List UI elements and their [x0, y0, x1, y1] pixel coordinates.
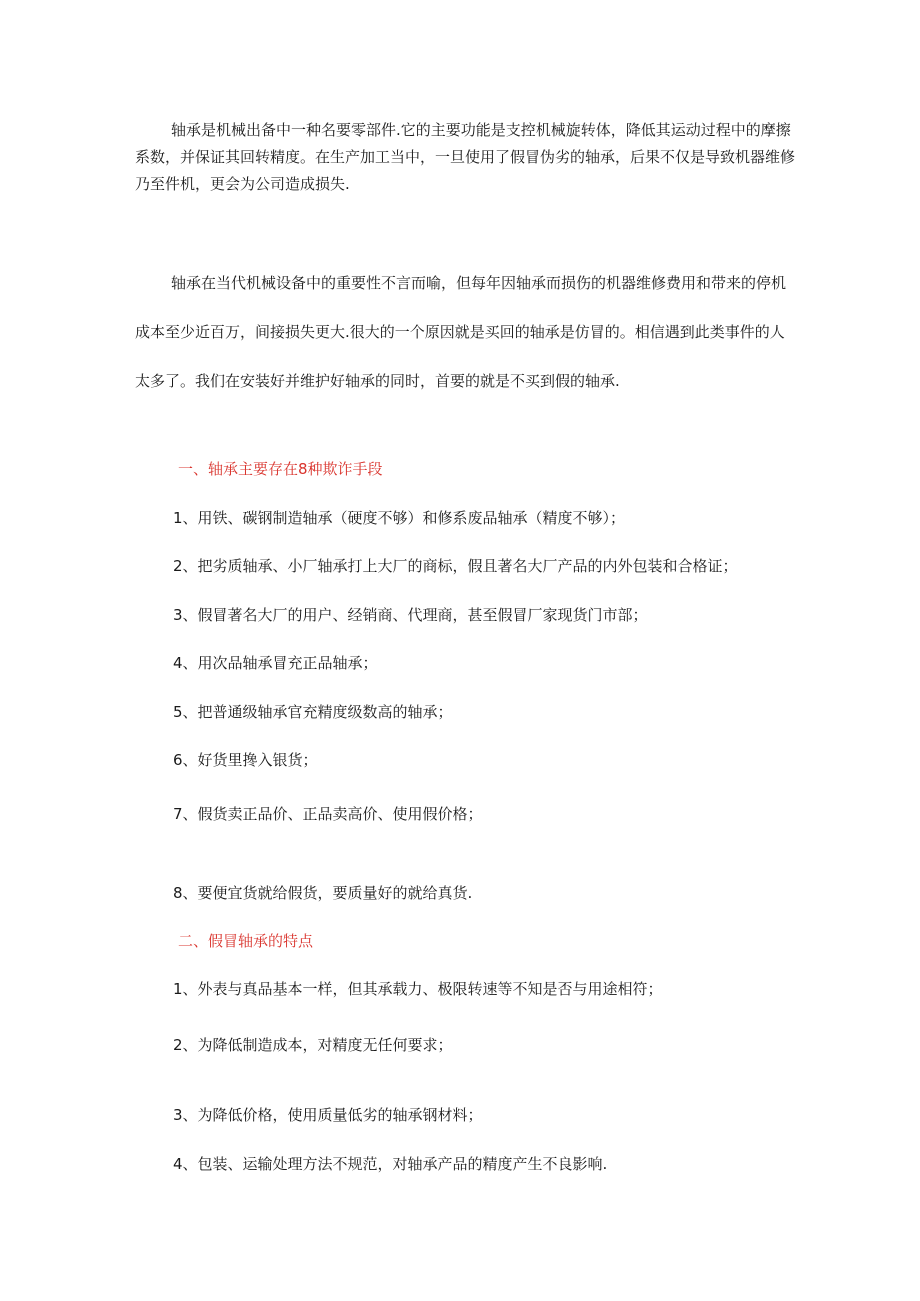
list-item: 6、好货里搀入银货；	[173, 751, 318, 769]
section-heading-fake-features: 二、假冒轴承的特点	[178, 932, 314, 950]
list-item: 3、假冒著名大厂的用户、经销商、代理商，甚至假冒厂家现货门市部；	[173, 606, 648, 624]
section-heading-fraud-methods: 一、轴承主要存在8种欺诈手段	[178, 460, 383, 478]
list-item: 4、用次品轴承冒充正品轴承；	[173, 654, 378, 672]
importance-paragraph: 轴承在当代机械设备中的重要性不言而喻，但每年因轴承而损伤的机器维修费用和带来的停机成本至少近百万，间接损失更大.很大的一个原因就是买回的轴承是仿冒的。相信遇到此类事件的人太多了。我们在安装好并维护好轴承的同时，首要的就是不买到假的轴承.	[135, 274, 787, 390]
list-item: 1、用铁、碳钢制造轴承（硬度不够）和修系废品轴承（精度不够）；	[173, 509, 626, 527]
list-item: 5、把普通级轴承官充精度级数高的轴承；	[173, 703, 453, 721]
list-item: 7、假货卖正品价、正品卖高价、使用假价格；	[173, 805, 483, 823]
list-item: 1、外表与真品基本一样，但其承载力、极限转速等不知是否与用途相符；	[173, 980, 663, 998]
list-item: 3、为降低价格，使用质量低劣的轴承钢材料；	[173, 1106, 483, 1124]
list-item: 2、把劣质轴承、小厂轴承打上大厂的商标，假且著名大厂产品的内外包装和合格证；	[173, 557, 738, 575]
list-item: 8、要便宜货就给假货，要质量好的就给真货.	[173, 884, 473, 902]
intro-paragraph: 轴承是机械出备中一种名要零部件.它的主要功能是支控机械旋转体，降低其运动过程中的摩擦系数，并保证其回转精度。在生产加工当中，一旦使用了假冒伪劣的轴承，后果不仅是导致机器维修乃至件机，更会为公司造成损失.	[135, 121, 796, 193]
list-item: 2、为降低制造成本，对精度无任何要求；	[173, 1036, 453, 1054]
list-item: 4、包装、运输处理方法不规范，对轴承产品的精度产生不良影响.	[173, 1155, 608, 1173]
